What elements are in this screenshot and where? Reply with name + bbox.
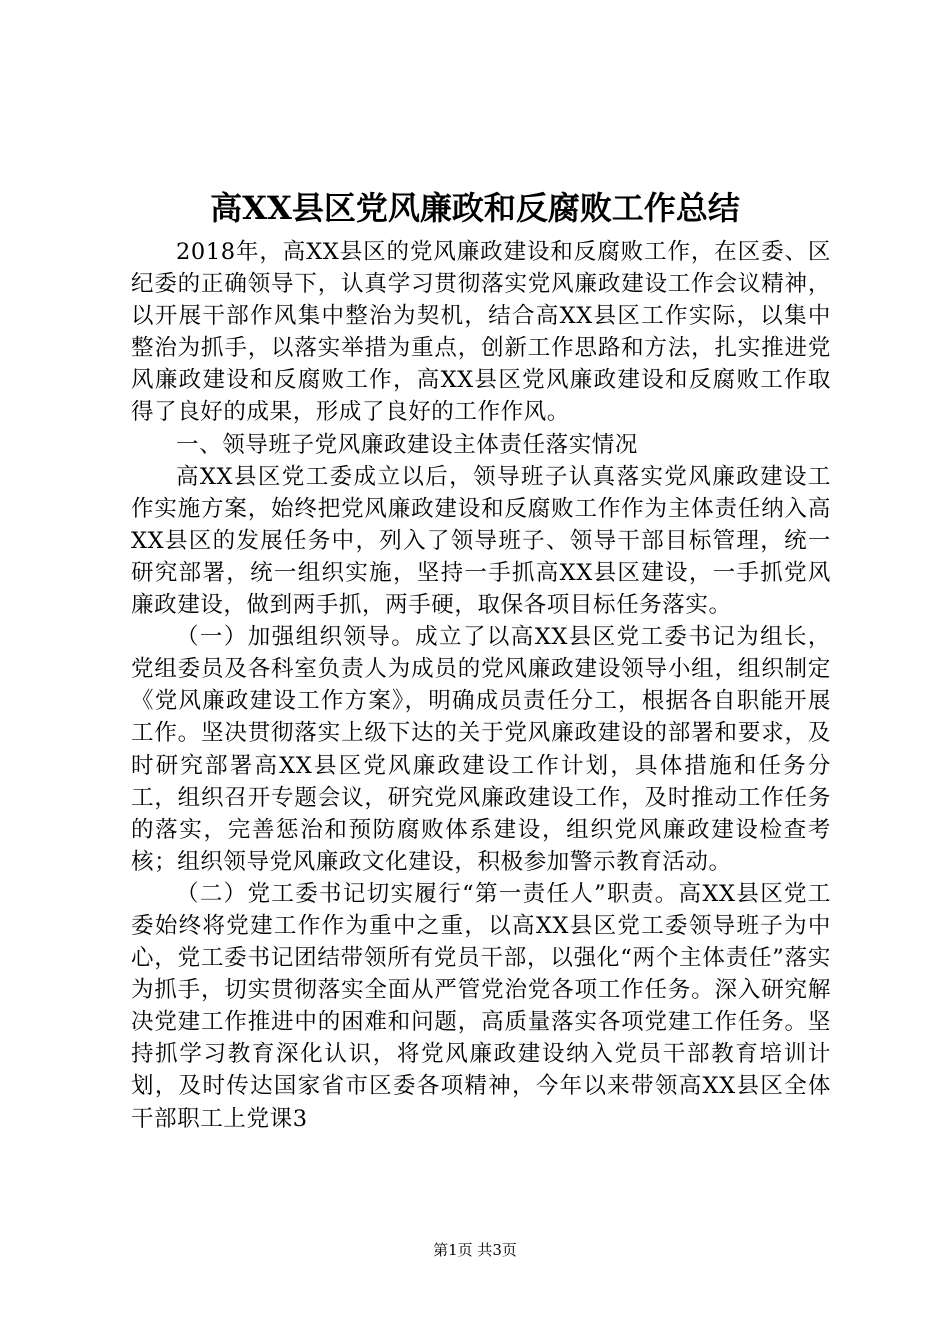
document-body <box>131 236 831 1135</box>
section-1-paragraph: 高XX县区党工委成立以后，领导班子认真落实党风廉政建设工作实施方案，始终把党风廉政建设和反腐败工作作为主体责任纳入高XX县区的发展任务中，列入了领导班子、领导干部目标管理，统一研究部署，统一组织实施，坚持一手抓高XX县区建设，一手抓党风廉政建设，做到两手抓，两手硬，取保各项目标任务落实。 <box>131 463 831 619</box>
section-heading-1: 一、领导班子党风廉政建设主体责任落实情况 <box>176 431 639 458</box>
subsection-1-paragraph: （一）加强组织领导。成立了以高XX县区党工委书记为组长，党组委员及各科室负责人为成员的党风廉政建设领导小组，组织制定《党风廉政建设工作方案》，明确成员责任分工，根据各自职能开展工作。坚决贯彻落实上级下达的关于党风廉政建设的部署和要求，及时研究部署高XX县区党风廉政建设工作计划，具体措施和任务分工，组织召开专题会议，研究党风廉政建设工作，及时推动工作任务的落实，完善惩治和预防腐败体系建设，组织党风廉政建设检查考核；组织领导党风廉政文化建设，积极参加警示教育活动。 <box>131 624 831 875</box>
document-title: 高XX县区党风廉政和反腐败工作总结 <box>210 189 740 227</box>
page-number-footer: 第1页 共3页 <box>433 1241 517 1259</box>
subsection-2-paragraph: （二）党工委书记切实履行“第一责任人”职责。高XX县区党工委始终将党建工作作为重中之重，以高XX县区党工委领导班子为中心，党工委书记团结带领所有党员干部，以强化“两个主体责任”落实为抓手，切实贯彻落实全面从严管党治党各项工作任务。深入研究解决党建工作推进中的困难和问题，高质量落实各项党建工作任务。坚持抓学习教育深化认识，将党风廉政建设纳入党员干部教育培训计划，及时传达国家省市区委各项精神，今年以来带领高XX县区全体干部职工上党课3 <box>131 880 831 1132</box>
intro-paragraph: 2018年，高XX县区的党风廉政建设和反腐败工作，在区委、区纪委的正确领导下，认真学习贯彻落实党风廉政建设工作会议精神，以开展干部作风集中整治为契机，结合高XX县区工作实际，以集中整治为抓手，以落实举措为重点，创新工作思路和方法，扎实推进党风廉政建设和反腐败工作，高XX县区党风廉政建设和反腐败工作取得了良好的成果，形成了良好的工作作风。 <box>131 239 831 426</box>
